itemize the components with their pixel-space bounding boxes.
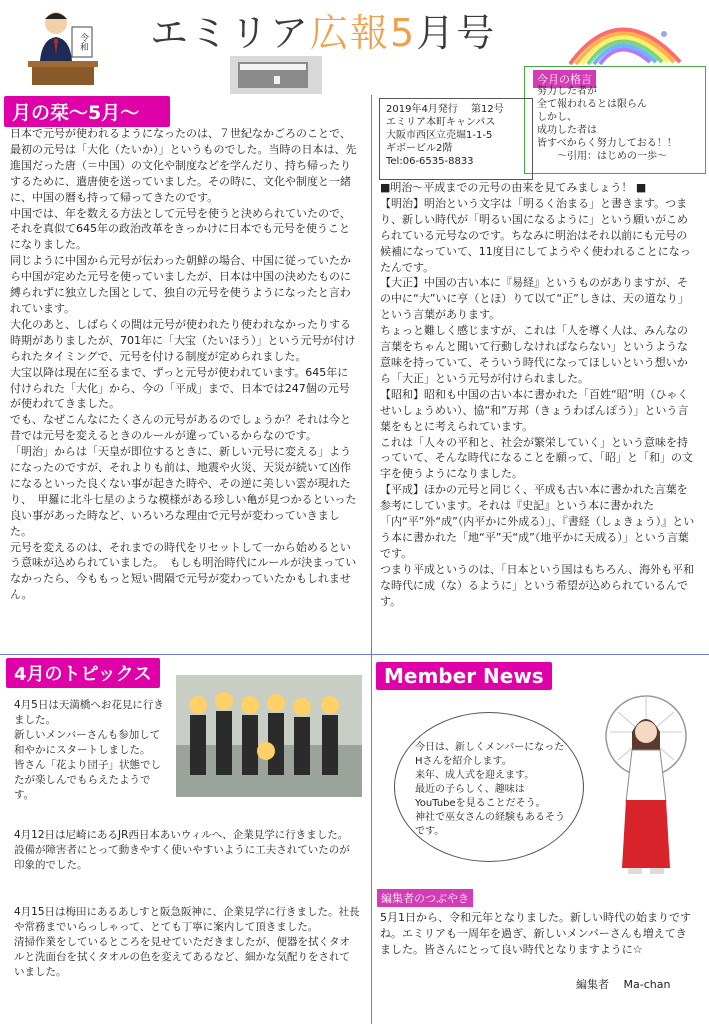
group-photo [176, 675, 362, 797]
title-main: エミリア [150, 11, 311, 55]
quote-text: 努力した者が 全て報われるとは限らん しかし、 成功した者は 皆すべからく努力しておる！！ ～引用：はじめの一歩～ [537, 86, 677, 162]
topics-banner: 4月のトピックス [6, 658, 160, 688]
topics-paragraph-2: 4月12日は尼崎にあるJR西日本あいウィルへ、企業見学に行きました。 設備が障害者にとって動きやすく使いやすいように工夫されていたのが印象的でした。 [14, 829, 350, 871]
address-line1: 2019年4月発行 第12号 [386, 104, 504, 115]
address-box [379, 98, 533, 180]
quote-label: 今月の格言 [533, 70, 596, 88]
left-article: 日本で元号が使われるようになったのは、７世紀なかごろのことで、最初の元号は「大化（たいか）」というものでした。当時の日本は、先進国だった唐（＝中国）の文化や制度などを学んだり、持ち帰ったりするために、遣唐使を送っていました。その時に、文化や制度と一緒に、中国の暦も持って帰ってきたのです。 中国では、年を数える方法として元号を使うと決められていたので、それを真似て645年の政治改革をきっかけに日本でも元号を使うことになりました。 同じように中国から元号が伝わった朝鮮の場合、中国に従っていたから中国が定めた元号を使っていましたが、日本は中国の決めたものに縛られずに独立した国として、独自の元号を使うようになったと言われています。 大化のあと、しばらくの間は元号が使われたり使われなかったりする時期がありましたが、701年に「大宝（たいほう）」という元号が付けられたタイミングで、元号を付ける制度が定められました。 大宝以降は現在に至るまで、ずっと元号が使われています。645年に付けられた「大化」から、今の「平成」まで、日本では247個の元号が使われてきました。 でも、なぜこんなにたくさんの元号があるのでしょうか？それは今と昔では元号を変えるときのルールが違っているからなのです。 「明治」からは「天皇が即位するときに、新しい元号に変える」ようになったのですが、それよりも前は、地震や火災、天災が続いて凶作になるといった良くない事が起きた時や、その逆に美しい雲が現れたり、 甲羅に北斗七星のような模様がある珍しい亀が見つかるといった良い事があった時など、いろいろな理由で元号が変わっていきました。 元号を変えるのは、それまでの時代をリセットして一から始めるという意味が込められていました。 もしも明治時代にルールが決まっていなかったら、今ももっと短い間隔で元号が変わっていたかもしれません。 [10, 127, 357, 602]
quote-box [524, 66, 706, 174]
plaque-text: 令和 [78, 33, 88, 51]
column-divider [371, 95, 372, 1024]
book-image [230, 56, 322, 94]
title-end: 月号 [416, 11, 497, 55]
shrine-maiden-icon [598, 692, 694, 878]
page-title [150, 2, 496, 57]
man-with-plaque-icon [28, 5, 98, 87]
rainbow-icon [560, 4, 690, 66]
topics-paragraph-1: 4月5日は天満橋へお花見に行きました。 新しいメンバーさんも参加して和やかにスタートしました。 皆さん「花より団子」状態でしたが楽しんでもらえたようです。 [14, 699, 164, 801]
title-highlight: 広報5 [310, 11, 417, 55]
editor-label: 編集者のつぶやき [377, 889, 473, 907]
topics-paragraph-3: 4月15日は梅田にあるあしすと阪急阪神に、企業見学に行きました。社長や常務までいらっしゃって、とても丁寧に案内して頂きました。 清掃作業をしているところを見せていただきましたが、便器を拭くタオルと洗面台を拭くタオルの色を変えてあるなど、細かな気配りをされていました。 [14, 906, 360, 978]
section-divider [0, 654, 709, 655]
address-line5: Tel:06-6535-8833 [386, 156, 474, 167]
right-article: ■明治～平成までの元号の由来を見てみましょう！ ■ 【明治】明治という文字は「明るく治まる」と書きます。つまり、新しい時代が「明るい国になるように」という願いがこめられている元号なのです。ちなみに明治はそれ以前にも元号の候補になっていて、11度目にしてようやく使われることになったんです。 【大正】中国の古い本に『易経』というものがありますが、その中に“大”いに亨（とほ）りて以て“正”しきは、天の道なり」という言葉があります。 ちょっと難しく感じますが、これは「人を導く人は、みんなの言葉をちゃんと聞いて行動しなければならない」というような意味を持っていて、そういう時代になってほしいという想いから「大正」という元号が付けられました。 【昭和】昭和も中国の古い本に書かれた「百姓“昭”明（ひゃくせいしょうめい）、協“和”万邦（きょうわばんぽう）」という言葉をもとに考えられています。 これは「人々の平和と、社会が繁栄していく」という意味を持っていて、そんな時代になることを願って、「昭」と「和」の文字を使うようになりました。 【平成】ほかの元号と同じく、平成も古い本に書かれた言葉を参考にしています。それは『史記』という本に書かれた「内“平”外“成”（内平かに外成る）」、『書経（しょきょう）』という本に書かれた「地“平”天“成”（地平かに天成る）」という言葉です。 つまり平成というのは、「日本という国はもちろん、海外も平和な時代に成（な）るように」という希望が込められているんです。 [380, 181, 695, 608]
address-line2: エミリア本町キャンパス [386, 117, 496, 128]
editor-text: 5月1日から、令和元年となりました。新しい時代の始まりですね。エミリアも一周年を過ぎ、新しいメンバーさんも増えてきました。皆さんにとって良い時代となりますように☆ [380, 911, 691, 956]
address-line4: ギボービル2階 [386, 143, 453, 154]
left-section-banner: 月の栞～5月～ [4, 96, 170, 127]
member-news-banner: Member News [376, 662, 552, 690]
member-news-bubble [394, 712, 584, 862]
editor-signature: 編集者 Ma-chan [576, 978, 671, 991]
member-news-text: 今日は、新しくメンバーになったHさんを紹介します。 来年、成人式を迎えます。 最近の子らしく、趣味はYouTubeを見ることだそう。 神社で巫女さんの経験もあるそうです。 [415, 742, 565, 837]
address-line3: 大阪市西区立売堀1-1-5 [386, 130, 493, 141]
